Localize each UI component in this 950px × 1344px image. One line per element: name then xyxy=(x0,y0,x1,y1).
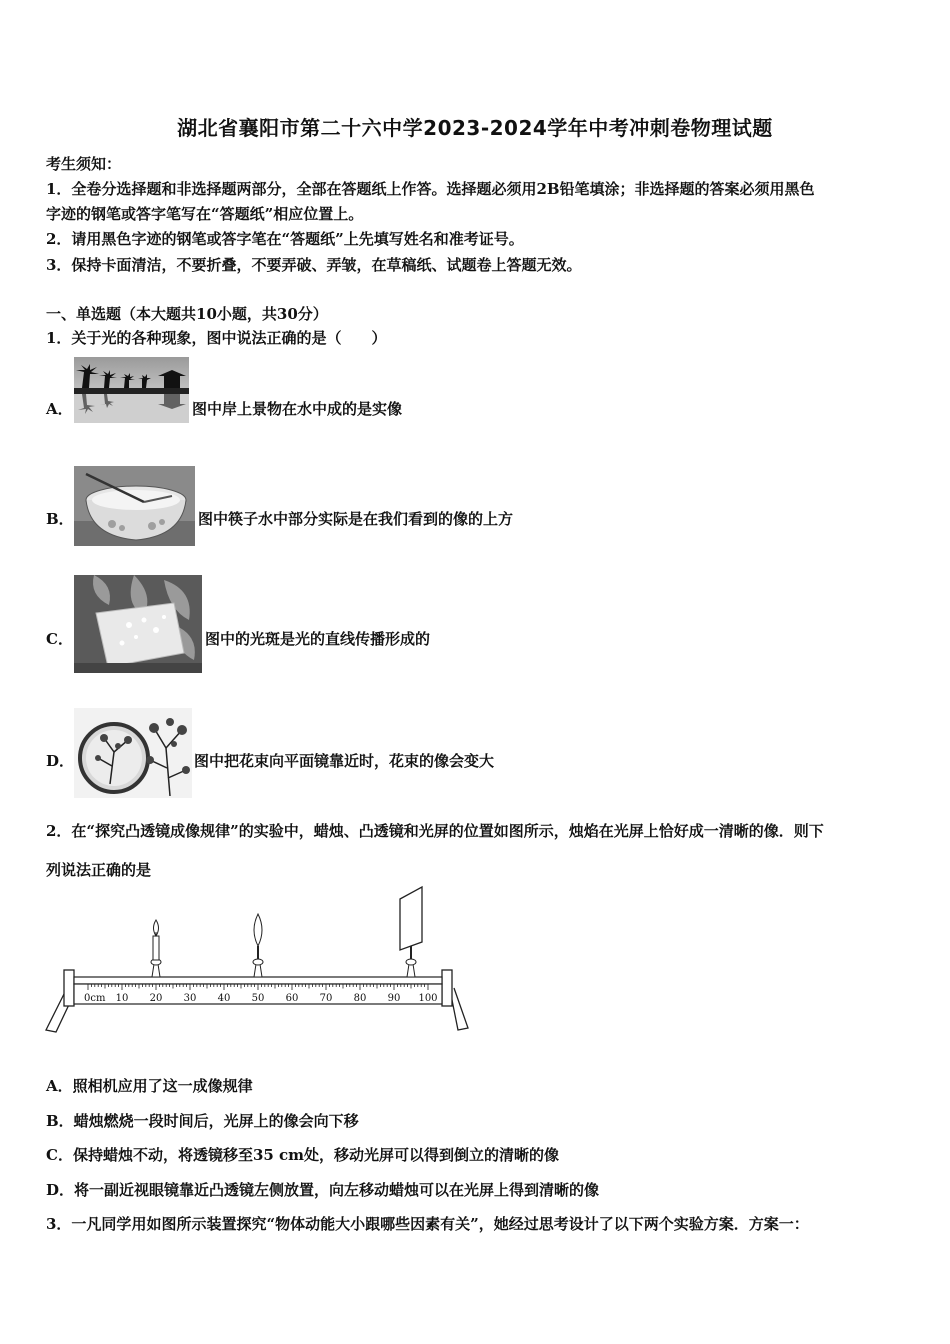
option-c-label[interactable]: C． xyxy=(46,630,73,648)
ruler-tick-label: 60 xyxy=(285,993,299,1004)
notice-item: 2．请用黑色字迹的钢笔或答字笔在“答题纸”上先填写姓名和准考证号。 xyxy=(46,230,524,248)
question-2-stem: 2．在“探究凸透镜成像规律”的实验中，蜡烛、凸透镜和光屏的位置如图所示，烛焰在光屏上恰好成一清晰的像．则下 xyxy=(46,822,824,840)
ruler-tick-label: 30 xyxy=(183,993,197,1004)
ruler-tick-label: 70 xyxy=(319,993,333,1004)
option-a-label[interactable]: A． xyxy=(46,400,73,418)
shore-reflection-photo xyxy=(74,357,189,423)
notice-item: 1．全卷分选择题和非选择题两部分，全部在答题纸上作答。选择题必须用2B铅笔填涂；非选择题的答案必须用黑色 xyxy=(46,180,815,198)
option-d-label[interactable]: D． xyxy=(46,752,75,770)
convex-lens-holder xyxy=(253,914,263,977)
notice-item: 3．保持卡面清洁，不要折叠，不要弄破、弄皱，在草稿纸、试题卷上答题无效。 xyxy=(46,256,582,274)
candle-holder xyxy=(151,920,161,977)
light-screen-holder xyxy=(400,887,422,977)
ruler-tick-label: 50 xyxy=(251,993,265,1004)
ruler-tick-label: 10 xyxy=(115,993,129,1004)
section-heading: 一、单选题（本大题共10小题，共30分） xyxy=(46,305,328,323)
option-d-text: 图中把花束向平面镜靠近时，花束的像会变大 xyxy=(194,752,495,770)
light-spots-photo xyxy=(74,575,202,673)
ruler-tick-label: 20 xyxy=(149,993,163,1004)
option-a-text: 图中岸上景物在水中成的是实像 xyxy=(192,400,403,418)
q2-option-b[interactable]: B．蜡烛燃烧一段时间后，光屏上的像会向下移 xyxy=(46,1112,359,1130)
q2-option-a[interactable]: A．照相机应用了这一成像规律 xyxy=(46,1077,253,1095)
ruler-unit-label: 0cm xyxy=(84,993,106,1004)
question-1-stem: 1．关于光的各种现象，图中说法正确的是（ ） xyxy=(46,329,387,347)
option-c-text: 图中的光斑是光的直线传播形成的 xyxy=(205,630,431,648)
chopstick-bowl-photo xyxy=(74,466,195,546)
notice-heading: 考生须知： xyxy=(46,155,122,173)
q2-option-c[interactable]: C．保持蜡烛不动，将透镜移至35 cm处，移动光屏可以得到倒立的清晰的像 xyxy=(46,1146,560,1164)
option-b-text: 图中筷子水中部分实际是在我们看到的像的上方 xyxy=(198,510,514,528)
question-3-stem: 3．一凡同学用如图所示装置探究“物体动能大小跟哪些因素有关”，她经过思考设计了以下两个实验方案．方案一： xyxy=(46,1215,809,1233)
q2-option-d[interactable]: D．将一副近视眼镜靠近凸透镜左侧放置，向左移动蜡烛可以在光屏上得到清晰的像 xyxy=(46,1181,600,1199)
option-b-label[interactable]: B． xyxy=(46,510,74,528)
ruler-tick-label: 100 xyxy=(418,993,438,1004)
notice-item: 字迹的钢笔或答字笔写在“答题纸”相应位置上。 xyxy=(46,205,364,223)
optical-bench-diagram xyxy=(44,884,472,1036)
exam-title: 湖北省襄阳市第二十六中学2023-2024学年中考冲刺卷物理试题 xyxy=(177,116,773,140)
ruler-tick-label: 40 xyxy=(217,993,231,1004)
ruler-tick-label: 80 xyxy=(353,993,367,1004)
flower-mirror-photo xyxy=(74,708,192,798)
ruler-tick-label: 90 xyxy=(387,993,401,1004)
question-2-stem-cont: 列说法正确的是 xyxy=(46,861,152,879)
